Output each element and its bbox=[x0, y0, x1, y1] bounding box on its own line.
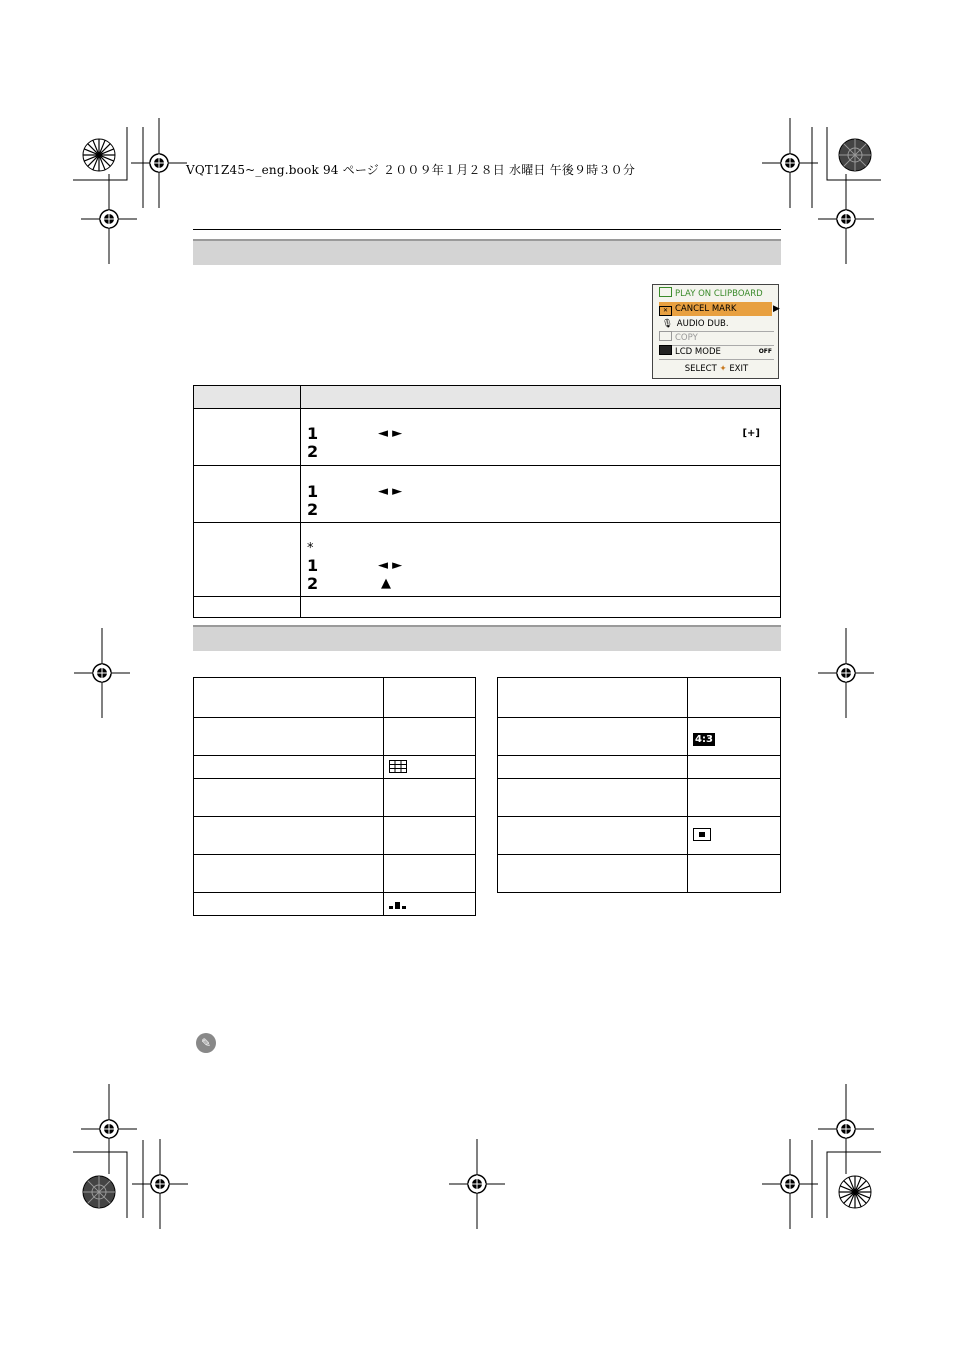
table-row bbox=[498, 756, 781, 779]
left-right-arrow-icon: ◄ ► bbox=[378, 558, 403, 573]
table-row bbox=[194, 893, 476, 916]
table-row bbox=[498, 817, 781, 855]
table-header-cell bbox=[194, 386, 301, 409]
table-row bbox=[194, 597, 781, 618]
table-row bbox=[194, 855, 476, 893]
settings-table bbox=[193, 385, 781, 618]
menu-item-copy: COPY bbox=[659, 331, 774, 346]
asterisk-note: * bbox=[307, 541, 314, 556]
table-row bbox=[194, 466, 781, 523]
level-icon bbox=[389, 900, 407, 910]
header-rule bbox=[193, 229, 781, 230]
stop-icon bbox=[693, 828, 711, 841]
section-band-bottom bbox=[193, 625, 781, 651]
left-settings-table bbox=[193, 677, 476, 916]
table-row bbox=[194, 718, 476, 756]
right-settings-table bbox=[497, 677, 781, 893]
select-dial-icon: ✦ bbox=[716, 364, 730, 374]
table-row bbox=[194, 756, 476, 779]
menu-item-lcd-mode: LCD MODE OFF bbox=[659, 345, 774, 360]
lcd-icon bbox=[659, 345, 672, 355]
table-row bbox=[194, 779, 476, 817]
book-file-header: VQT1Z45~_eng.book 94 ページ ２００９年１月２８日 水曜日 午後９時３０分 bbox=[186, 163, 636, 177]
microphone-icon: 🎙 bbox=[662, 319, 673, 329]
step-1: 1 bbox=[307, 556, 319, 575]
table-row bbox=[194, 817, 476, 855]
step-2: 2 bbox=[307, 574, 319, 593]
table-row bbox=[498, 779, 781, 817]
cancel-mark-icon: ✕ bbox=[659, 306, 672, 316]
table-row bbox=[498, 855, 781, 893]
table-header-cell bbox=[301, 386, 781, 409]
menu-item-cancel-mark: ✕ CANCEL MARK bbox=[659, 302, 772, 316]
left-right-arrow-icon: ◄ ► bbox=[378, 484, 403, 499]
menu-item-play-on-clipboard: PLAY ON CLIPBOARD bbox=[659, 287, 774, 301]
menu-item-audio-dub: 🎙 AUDIO DUB. bbox=[659, 317, 774, 332]
lcd-mode-value: OFF bbox=[758, 348, 772, 355]
camera-menu-screenshot bbox=[652, 284, 779, 379]
aspect-4-3-icon: 4:3 bbox=[695, 734, 713, 745]
clipboard-icon bbox=[659, 287, 672, 297]
up-arrow-icon: ▲ bbox=[381, 576, 391, 591]
table-row bbox=[194, 409, 781, 466]
menu-right-arrow-icon: ▶ bbox=[773, 304, 780, 314]
step-1: 1 bbox=[307, 482, 319, 501]
grid-icon bbox=[389, 760, 407, 773]
table-row bbox=[498, 718, 781, 756]
left-right-arrow-icon: ◄ ► bbox=[378, 426, 403, 441]
table-row bbox=[194, 523, 781, 597]
menu-footer: SELECT ✦ EXIT bbox=[684, 364, 749, 374]
step-2: 2 bbox=[307, 442, 319, 461]
step-1: 1 bbox=[307, 424, 319, 443]
pencil-note-icon: ✎ bbox=[196, 1033, 216, 1053]
section-band-top bbox=[193, 239, 781, 265]
copy-icon bbox=[659, 331, 672, 341]
focus-frame-icon: [+] bbox=[742, 428, 760, 439]
step-2: 2 bbox=[307, 500, 319, 519]
